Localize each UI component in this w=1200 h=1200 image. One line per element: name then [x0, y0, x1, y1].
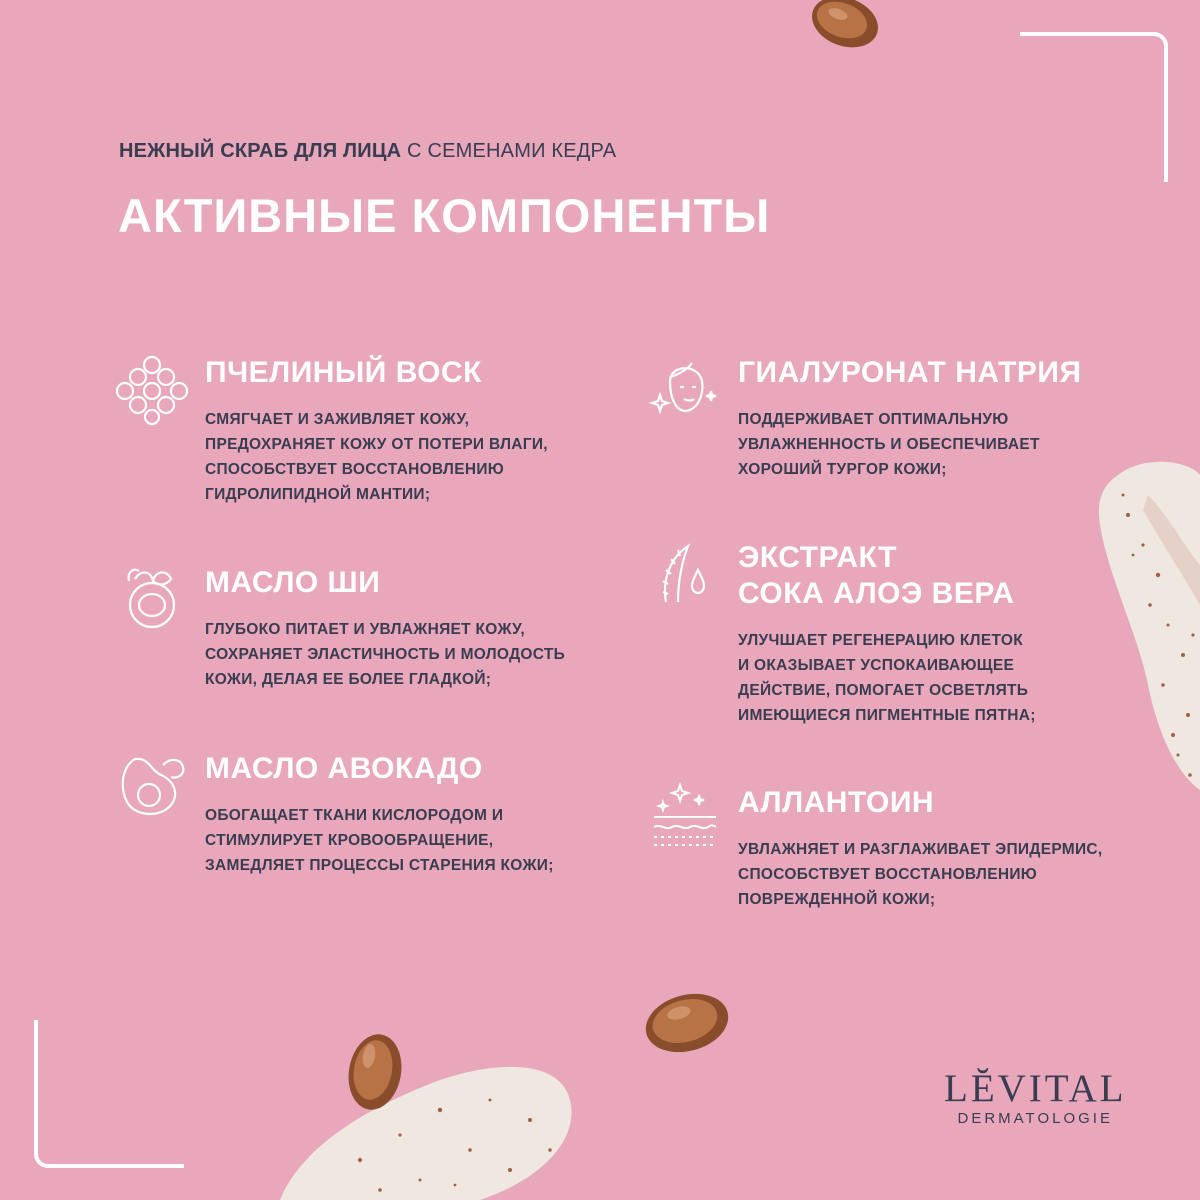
desc-line: ЗАМЕДЛЯЕТ ПРОЦЕССЫ СТАРЕНИЯ КОЖИ; [205, 857, 554, 874]
component-avocado-oil [205, 751, 635, 878]
component-description [205, 803, 635, 878]
skin-layers-icon [648, 781, 722, 855]
component-beeswax [205, 355, 635, 507]
name-line: ЭКСТРАКТ [738, 541, 897, 574]
desc-line: ОБОГАЩАЕТ ТКАНИ КИСЛОРОДОМ И [205, 807, 504, 824]
component-name: АЛЛАНТОИН [738, 786, 935, 819]
logo-brand: LĔVITAL [944, 1067, 1127, 1110]
desc-line: СТИМУЛИРУЕТ КРОВООБРАЩЕНИЕ, [205, 832, 494, 849]
desc-line: ПОВРЕЖДЕННОЙ КОЖИ; [738, 891, 936, 908]
component-sodium-hyaluronate [738, 355, 1168, 482]
desc-line: ДЕЙСТВИЕ, ПОМОГАЕТ ОСВЕТЛЯТЬ [738, 682, 1029, 699]
subtitle-bold: НЕЖНЫЙ СКРАБ ДЛЯ ЛИЦА [119, 140, 402, 162]
cedar-seed-top-image [800, 0, 900, 70]
desc-line: ГЛУБОКО ПИТАЕТ И УВЛАЖНЯЕТ КОЖУ, [205, 621, 525, 638]
corner-frame-bottom-left [34, 1020, 184, 1168]
name-line: СОКА АЛОЭ ВЕРА [738, 577, 1015, 610]
corner-frame-top-right [1020, 32, 1168, 182]
face-sparkle-icon [648, 351, 722, 425]
component-name: МАСЛО ШИ [205, 566, 381, 599]
desc-line: УВЛАЖНЕННОСТЬ И ОБЕСПЕЧИВАЕТ [738, 436, 1040, 453]
desc-line: ХОРОШИЙ ТУРГОР КОЖИ; [738, 461, 947, 478]
desc-line: СПОСОБСТВУЕТ ВОССТАНОВЛЕНИЮ [205, 461, 505, 478]
component-aloe-vera-extract [738, 540, 1168, 728]
subtitle-rest: С СЕМЕНАМИ КЕДРА [401, 140, 617, 162]
cedar-seed-bottom-center-image [635, 985, 740, 1065]
component-name: ПЧЕЛИНЫЙ ВОСК [205, 356, 482, 389]
component-description [738, 837, 1168, 912]
desc-line: ПОДДЕРЖИВАЕТ ОПТИМАЛЬНУЮ [738, 411, 1009, 428]
component-name: ГИАЛУРОНАТ НАТРИЯ [738, 356, 1082, 389]
component-description [738, 407, 1168, 482]
desc-line: СМЯГЧАЕТ И ЗАЖИВЛЯЕТ КОЖУ, [205, 411, 470, 428]
desc-line: ПРЕДОХРАНЯЕТ КОЖУ ОТ ПОТЕРИ ВЛАГИ, [205, 436, 548, 453]
logo-subtitle: DERMATOLOGIE [957, 1110, 1113, 1127]
component-name: МАСЛО АВОКАДО [205, 752, 483, 785]
avocado-icon [115, 747, 189, 821]
desc-line: СОХРАНЯЕТ ЭЛАСТИЧНОСТЬ И МОЛОДОСТЬ [205, 646, 566, 663]
desc-line: ИМЕЮЩИЕСЯ ПИГМЕНТНЫЕ ПЯТНА; [738, 707, 1036, 724]
desc-line: СПОСОБСТВУЕТ ВОССТАНОВЛЕНИЮ [738, 866, 1038, 883]
page-title: АКТИВНЫЕ КОМПОНЕНТЫ [118, 189, 771, 242]
component-name [738, 540, 1168, 612]
component-description [205, 407, 635, 507]
component-description [205, 617, 635, 692]
component-description [738, 628, 1168, 728]
desc-line: УЛУЧШАЕТ РЕГЕНЕРАЦИЮ КЛЕТОК [738, 632, 1023, 649]
desc-line: И ОКАЗЫВАЕТ УСПОКАИВАЮЩЕЕ [738, 657, 1015, 674]
desc-line: КОЖИ, ДЕЛАЯ ЕЕ БОЛЕЕ ГЛАДКОЙ; [205, 671, 492, 688]
brand-logo [944, 1067, 1127, 1127]
desc-line: ГИДРОЛИПИДНОЙ МАНТИИ; [205, 486, 431, 503]
component-allantoin [738, 785, 1168, 912]
component-shea-butter [205, 565, 635, 692]
cedar-seed-bottom-left-image [335, 1030, 415, 1120]
shea-nut-icon [115, 561, 189, 635]
aloe-drop-icon [648, 536, 722, 610]
product-subtitle [119, 140, 616, 163]
honeycomb-icon [115, 351, 189, 425]
desc-line: УВЛАЖНЯЕТ И РАЗГЛАЖИВАЕТ ЭПИДЕРМИС, [738, 841, 1103, 858]
